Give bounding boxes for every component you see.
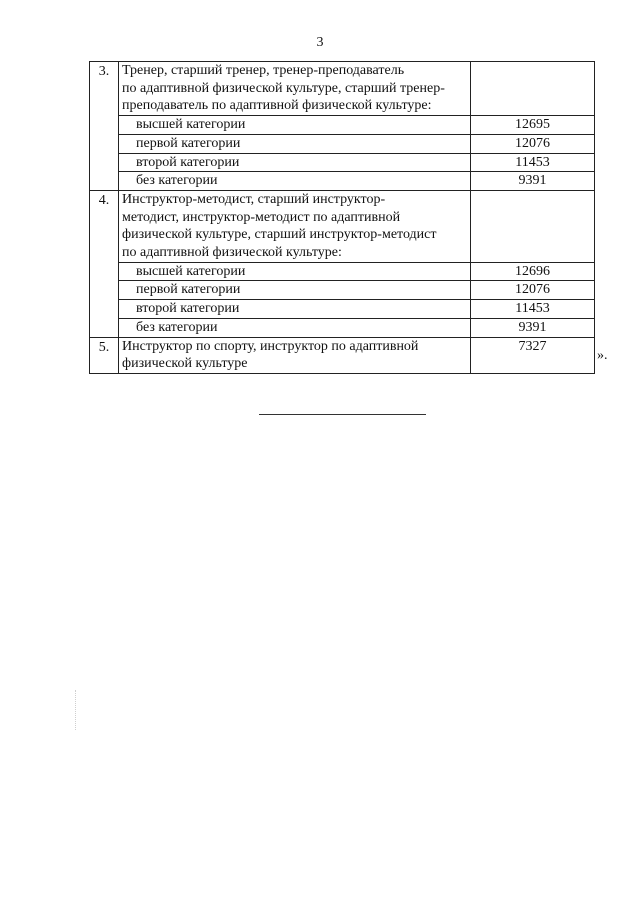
title-line: физической культуре, старший инструктор-методист <box>122 227 437 243</box>
table-row <box>90 134 595 153</box>
position-title <box>119 337 471 373</box>
table-row <box>90 337 595 373</box>
table-row <box>90 153 595 172</box>
salary-value: 11453 <box>471 300 595 319</box>
table-row <box>90 318 595 337</box>
table-row <box>90 62 595 116</box>
title-line: методист, инструктор-методист по адаптивной <box>122 209 401 225</box>
table-row <box>90 281 595 300</box>
salary-value: 12076 <box>471 281 595 300</box>
closing-quote: ». <box>597 348 608 363</box>
position-title <box>119 62 471 116</box>
title-line: Инструктор-методист, старший инструктор- <box>122 191 386 207</box>
salary-value: 12696 <box>471 262 595 281</box>
page-number: 3 <box>316 35 324 50</box>
title-line: Тренер, старший тренер, тренер-преподаватель <box>122 63 405 78</box>
row-number: 4. <box>90 190 119 337</box>
title-line: преподаватель по адаптивной физической культуре: <box>122 98 432 114</box>
empty-value-cell <box>471 62 595 116</box>
salary-value: 11453 <box>471 153 595 172</box>
salary-value: 9391 <box>471 172 595 191</box>
table-row <box>90 190 595 262</box>
category-label: первой категории <box>119 281 471 300</box>
salary-table <box>89 61 595 374</box>
position-title <box>119 190 471 262</box>
category-label: высшей категории <box>119 262 471 281</box>
salary-value: 9391 <box>471 318 595 337</box>
empty-value-cell <box>471 190 595 262</box>
row-number: 5. <box>90 337 119 373</box>
category-label: второй категории <box>119 300 471 319</box>
category-label: первой категории <box>119 134 471 153</box>
category-label: высшей категории <box>119 116 471 135</box>
salary-value: 12695 <box>471 116 595 135</box>
signature-divider <box>259 414 426 415</box>
salary-value: 12076 <box>471 134 595 153</box>
table-row <box>90 116 595 135</box>
category-label: без категории <box>119 172 471 191</box>
scan-artifact <box>75 690 77 730</box>
salary-value: 7327 <box>471 337 595 373</box>
title-line: Инструктор по спорту, инструктор по адаптивной <box>122 338 419 354</box>
category-label: второй категории <box>119 153 471 172</box>
title-line: физической культуре <box>122 356 248 372</box>
table-row <box>90 300 595 319</box>
title-line: по адаптивной физической культуре: <box>122 245 342 261</box>
row-number: 3. <box>90 62 119 191</box>
category-label: без категории <box>119 318 471 337</box>
title-line: по адаптивной физической культуре, старший тренер- <box>122 80 445 96</box>
table-row <box>90 262 595 281</box>
table-row <box>90 172 595 191</box>
